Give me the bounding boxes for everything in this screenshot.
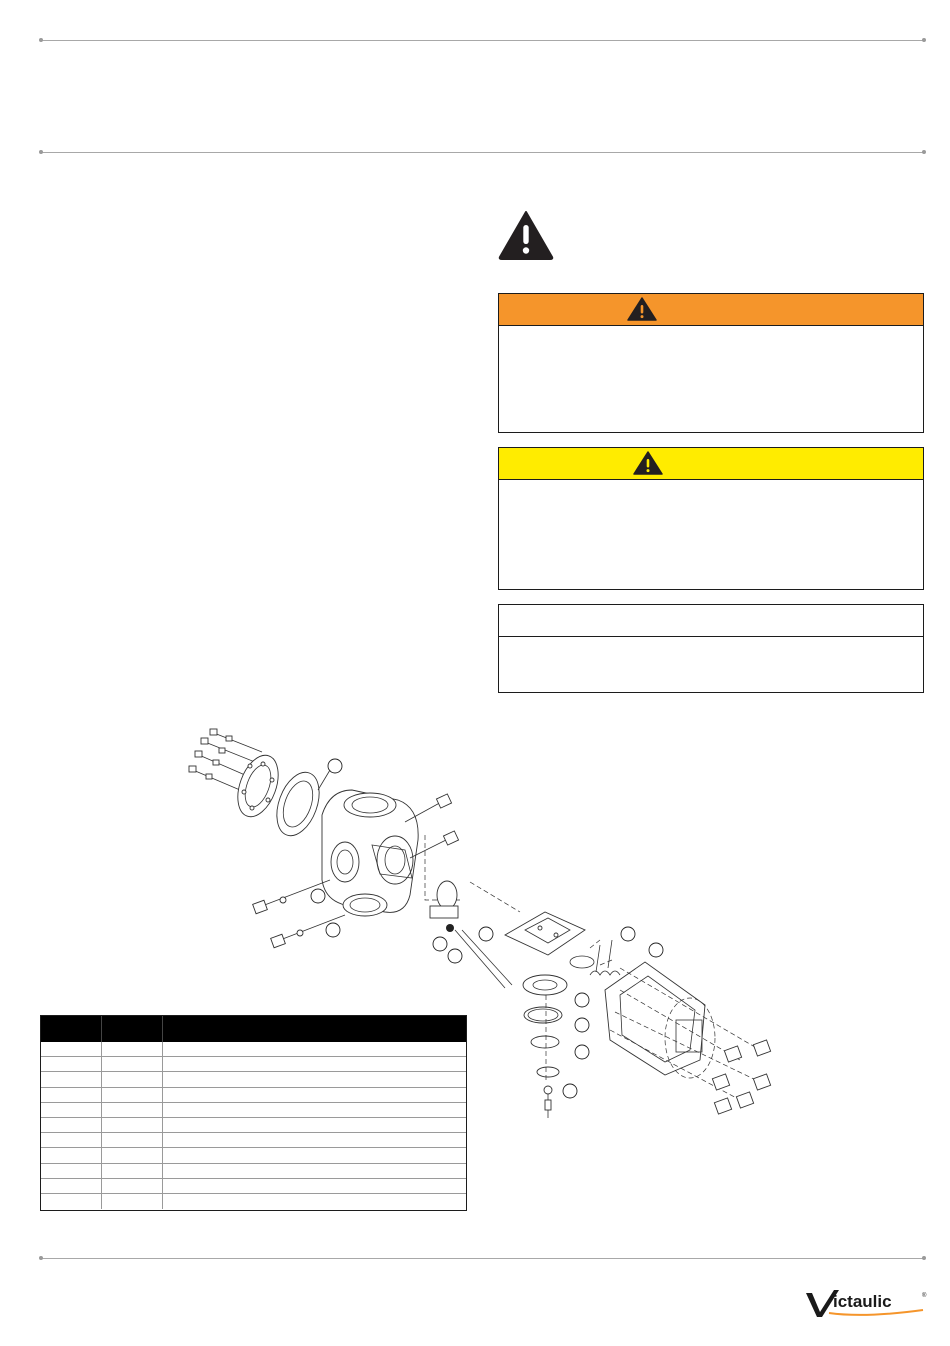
victaulic-logo (805, 1288, 929, 1318)
warning-box-header (499, 294, 923, 326)
caution-box (498, 447, 924, 590)
warning-box (498, 293, 924, 433)
table-row (41, 1194, 466, 1209)
table-row (41, 1179, 466, 1194)
table-row (41, 1103, 466, 1118)
spring (570, 940, 620, 975)
footer-rule (41, 1258, 924, 1259)
warning-triangle-icon (633, 451, 663, 475)
table-row (41, 1072, 466, 1087)
valve-body (322, 790, 418, 916)
diaphragm-stack (523, 975, 567, 1118)
table-row (41, 1042, 466, 1057)
parts-table (40, 1015, 467, 1211)
parts-table-header (41, 1016, 466, 1042)
middle-fitting (430, 881, 512, 988)
notice-box-header (499, 605, 923, 637)
table-row (41, 1057, 466, 1072)
warning-triangle-icon (498, 210, 554, 260)
svg-text:ictaulic: ictaulic (833, 1292, 892, 1311)
caution-box-header (499, 448, 923, 480)
table-row (41, 1133, 466, 1148)
header-rule (41, 152, 924, 153)
notice-box (498, 604, 924, 693)
table-row (41, 1088, 466, 1103)
svg-text:®: ® (922, 1293, 927, 1299)
rear-cover (605, 962, 715, 1078)
top-rule (41, 40, 924, 41)
table-row (41, 1118, 466, 1133)
table-row (41, 1164, 466, 1179)
table-row (41, 1148, 466, 1163)
cover-plate (470, 882, 585, 955)
warning-triangle-icon (627, 297, 657, 321)
